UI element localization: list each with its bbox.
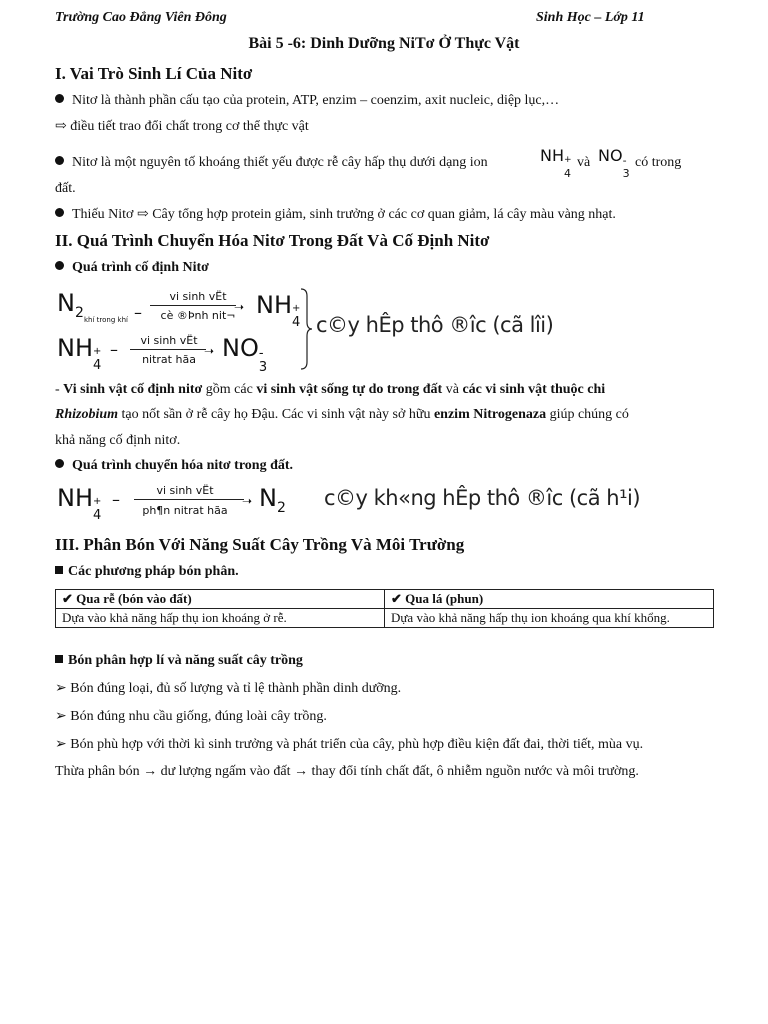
eq1-dash: – [134,303,142,322]
eq1-n2-label: khí trong khí [84,316,128,324]
section-2-paragraph-line-1: - Vi sinh vật cố định nitơ gồm các vi sinh vật sống tự do trong đất và các vi sinh vật thuộc chi [55,382,606,397]
eq3-dash: – [112,490,120,509]
bullet-icon [55,156,64,165]
ion-no3: NO - 3 [598,146,630,180]
eq3-nh4: NH + 4 [57,484,102,523]
section-3-sub-2: Bón phân hợp lí và năng suất cây trồng [55,653,303,669]
eq2-arrow-bottom: nitrat hãa [142,353,196,366]
eq1-arrow-line [150,305,236,306]
section-2-sub-1: Quá trình cố định Nitơ [55,260,209,276]
bullet-icon [55,261,64,270]
ion-conjunction: và [577,155,591,170]
section-2-heading: II. Quá Trình Chuyển Hóa Nitơ Trong Đất Và Cố Định Nitơ [55,231,490,250]
excess-fertilizer-line: Thừa phân bón → dư lượng ngấm vào đất → thay đổi tính chất đất, ô nhiễm nguồn nước và môi trường. [55,764,639,779]
table-cell: ✔ Qua rễ (bón vào đất) [56,590,385,609]
section-3-sub-1: Các phương pháp bón phân. [55,564,239,580]
table-row [56,609,714,628]
eq2-no3: NO - 3 [222,334,268,375]
eq3-n2: $N_2$ [259,484,286,516]
section-1-heading: I. Vai Trò Sinh Lí Của Nitơ [55,64,253,83]
fertilizing-methods-table [55,589,714,628]
bullet-icon [55,94,64,103]
eq3-arrow-top: vi sinh vËt [156,484,214,497]
section-1-bullet-1: Nitơ là thành phần cấu tạo của protein, ATP, enzim – coenzim, axit nucleic, diệp lục,… [55,93,559,109]
section-2-paragraph-line-2: Rhizobium tạo nốt sần ở rễ cây họ Đậu. Các vi sinh vật này sở hữu enzim Nitrogenaza giúp chúng có [55,407,629,422]
eq1-n2: $N_2$ [57,289,84,321]
eq3-note: c©y kh«ng hÊp thô ®îc (cã h¹i) [324,486,641,510]
list-item: ➢ Bón đúng nhu cầu giống, đúng loài cây trồng. [55,709,327,724]
arrow-icon: ⇨ [55,119,67,134]
eq1-arrow-top: vi sinh vËt [169,290,227,303]
header-school: Trường Cao Đẳng Viên Đông [55,10,227,25]
section-2-paragraph-line-3: khả năng cố định nitơ. [55,433,181,448]
table-cell: Dựa vào khả năng hấp thụ ion khoáng ở rễ. [56,609,385,628]
eq2-arrowhead-icon: ➝ [204,344,215,358]
section-1-bullet-2-tail: có trong [635,155,682,170]
section-1-bullet-3: Thiếu Nitơ ⇨ Cây tổng hợp protein giảm, sinh trưởng ở các cơ quan giảm, lá cây màu vàng nhạt. [55,206,616,223]
eq3-arrowhead-icon: ➝ [242,494,253,508]
arrow-icon: → [293,764,308,779]
list-item: ➢ Bón đúng loại, đủ số lượng và tỉ lệ thành phần dinh dưỡng. [55,681,402,696]
square-bullet-icon [55,566,63,574]
table-cell: Dựa vào khả năng hấp thụ ion khoáng qua khí khổng. [385,609,714,628]
arrow-icon: → [143,764,158,779]
bullet-icon [55,208,64,217]
table-cell: ✔ Qua lá (phun) [385,590,714,609]
ion-nh4: NH + 4 [540,146,572,180]
eq2-arrow-top: vi sinh vËt [140,334,198,347]
eq2-dash: – [110,340,118,359]
section-1-bullet-1-continuation: ⇨ điều tiết trao đổi chất trong cơ thể thực vật [55,119,309,134]
section-3-heading: III. Phân Bón Với Năng Suất Cây Trồng Và Môi Trường [55,535,465,554]
eq1-nh4: NH + 4 [256,291,301,330]
bullet-icon [55,459,64,468]
section-2-sub-2: Quá trình chuyển hóa nitơ trong đất. [55,458,293,474]
square-bullet-icon [55,655,63,663]
arrow-icon: ⇨ [136,207,149,222]
eq2-nh4: NH + 4 [57,334,102,373]
page-title: Bài 5 -6: Dinh Dưỡng NiTơ Ở Thực Vật [248,35,520,52]
brace-icon [298,288,314,370]
list-item: ➢ Bón phù hợp với thời kì sinh trưởng và phát triển của cây, phù hợp điều kiện đất đai, thời tiết, mùa vụ. [55,737,644,752]
eq3-arrow-line [134,499,244,500]
eq3-arrow-bottom: ph¶n nitrat hãa [142,504,228,517]
eq2-arrow-line [130,349,206,350]
table-row [56,590,714,609]
eq1-arrow-bottom: cè ®Þnh nit¬ [160,309,236,322]
eq12-note: c©y hÊp thô ®îc (cã lîi) [316,313,554,337]
header-subject: Sinh Học – Lớp 11 [536,10,645,25]
section-1-bullet-2: Nitơ là một nguyên tố khoáng thiết yếu được rễ cây hấp thụ dưới dạng ion [55,155,488,171]
section-1-bullet-2-continuation: đất. [55,181,76,196]
eq1-arrowhead-icon: ➝ [234,300,245,314]
